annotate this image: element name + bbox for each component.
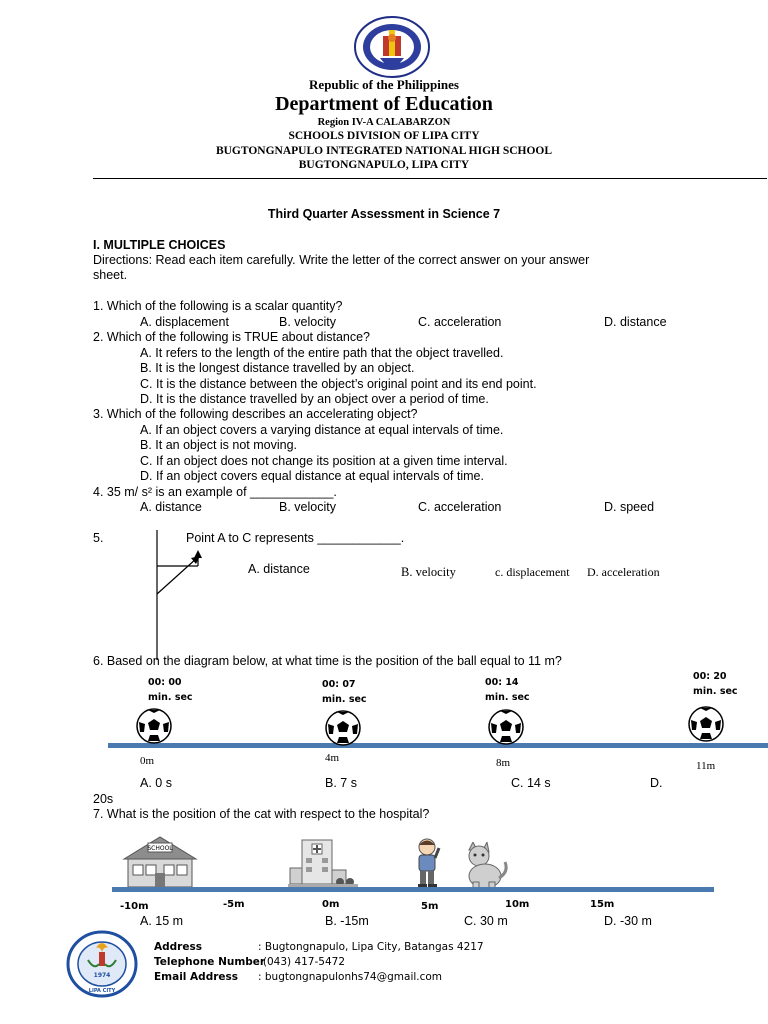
school-building-icon bbox=[120, 835, 200, 892]
q5-vector-diagram bbox=[150, 528, 210, 662]
q5-number: 5. bbox=[93, 531, 104, 545]
q6-option-d: D. bbox=[650, 776, 663, 790]
footer-address-label: Address bbox=[154, 941, 202, 953]
header-divider bbox=[93, 178, 767, 179]
directions-line-2: sheet. bbox=[93, 268, 128, 282]
q2-option-a: A. It refers to the length of the entire path that the object travelled. bbox=[140, 346, 504, 360]
q3-option-b: B. It an object is not moving. bbox=[140, 438, 298, 452]
q6-unit-3: min. sec bbox=[485, 692, 530, 703]
cat-icon bbox=[463, 842, 511, 890]
q2-option-d: D. It is the distance travelled by an object over a period of time. bbox=[140, 392, 489, 406]
q7-option-c: C. 30 m bbox=[464, 914, 508, 928]
q6-unit-4: min. sec bbox=[693, 686, 738, 697]
q6-time-4: 00: 20 bbox=[693, 671, 727, 682]
assessment-title: Third Quarter Assessment in Science 7 bbox=[267, 207, 501, 221]
q7-mark-1: -10m bbox=[120, 901, 149, 912]
q5-text: Point A to C represents ____________. bbox=[186, 531, 405, 545]
q6-position-3: 8m bbox=[496, 757, 511, 769]
q5-option-a: A. distance bbox=[248, 562, 310, 576]
q6-option-d-cont: 20s bbox=[93, 792, 114, 806]
q6-option-a: A. 0 s bbox=[140, 776, 172, 790]
q7-option-a: A. 15 m bbox=[140, 914, 184, 928]
q7-mark-6: 15m bbox=[590, 899, 615, 910]
q1-option-d: D. distance bbox=[604, 315, 667, 329]
q6-text: 6. Based on the diagram below, at what time is the position of the ball equal to 11 m? bbox=[93, 654, 562, 668]
location-line: BUGTONGNAPULO, LIPA CITY bbox=[298, 159, 470, 171]
q5-option-c: c. displacement bbox=[495, 565, 570, 579]
footer-email-label: Email Address bbox=[154, 971, 239, 983]
school-logo-city: LIPA CITY bbox=[88, 988, 116, 994]
footer-email-value[interactable]: : bugtongnapulonhs74@gmail.com bbox=[258, 971, 443, 983]
q1-option-a: A. displacement bbox=[140, 315, 229, 329]
q7-option-b: B. -15m bbox=[325, 914, 369, 928]
q5-option-d: D. acceleration bbox=[587, 565, 660, 579]
q3-text: 3. Which of the following describes an accelerating object? bbox=[93, 407, 418, 421]
q7-mark-2: -5m bbox=[223, 899, 245, 910]
q1-option-c: C. acceleration bbox=[418, 315, 502, 329]
q6-position-2: 4m bbox=[325, 752, 340, 764]
q6-time-1: 00: 00 bbox=[148, 677, 182, 688]
region-line: Region IV-A CALABARZON bbox=[317, 117, 451, 128]
q6-road bbox=[108, 743, 768, 748]
q1-option-b: B. velocity bbox=[279, 315, 336, 329]
q4-text: 4. 35 m/ s² is an example of ____________. bbox=[93, 485, 337, 499]
directions-line-1: Directions: Read each item carefully. Write the letter of the correct answer on your answer bbox=[93, 253, 590, 267]
soccer-ball-icon bbox=[688, 706, 724, 742]
q7-option-d: D. -30 m bbox=[604, 914, 652, 928]
q6-unit-2: min. sec bbox=[322, 694, 367, 705]
q6-position-4: 11m bbox=[696, 760, 716, 772]
q1-text: 1. Which of the following is a scalar quantity? bbox=[93, 299, 343, 313]
q4-option-b: B. velocity bbox=[279, 500, 336, 514]
q4-option-c: C. acceleration bbox=[418, 500, 502, 514]
q6-position-1: 0m bbox=[140, 755, 155, 767]
q4-option-a: A. distance bbox=[140, 500, 202, 514]
q3-option-a: A. If an object covers a varying distance at equal intervals of time. bbox=[140, 423, 504, 437]
school-logo bbox=[66, 930, 138, 998]
q7-road bbox=[112, 887, 714, 892]
q2-text: 2. Which of the following is TRUE about distance? bbox=[93, 330, 370, 344]
hospital-icon bbox=[288, 838, 358, 890]
q2-option-b: B. It is the longest distance travelled by an object. bbox=[140, 361, 415, 375]
footer-address-value: : Bugtongnapulo, Lipa City, Batangas 4217 bbox=[258, 941, 484, 953]
footer-phone-label: Telephone Number bbox=[154, 956, 266, 968]
deped-seal-logo bbox=[353, 16, 431, 78]
q6-unit-1: min. sec bbox=[148, 692, 193, 703]
q7-text: 7. What is the position of the cat with respect to the hospital? bbox=[93, 807, 430, 821]
school-line: BUGTONGNAPULO INTEGRATED NATIONAL HIGH SCHOOL bbox=[215, 145, 553, 157]
department-title: Department of Education bbox=[275, 93, 493, 115]
school-logo-year: 1974 bbox=[93, 972, 111, 979]
q2-option-c: C. It is the distance between the object’s original point and its end point. bbox=[140, 377, 537, 391]
republic-line: Republic of the Philippines bbox=[309, 77, 459, 92]
soccer-ball-icon bbox=[325, 710, 361, 746]
q5-option-b: B. velocity bbox=[401, 565, 456, 579]
boy-icon bbox=[413, 838, 441, 890]
soccer-ball-icon bbox=[488, 709, 524, 745]
q6-time-3: 00: 14 bbox=[485, 677, 519, 688]
q6-time-2: 00: 07 bbox=[322, 679, 356, 690]
q6-option-c: C. 14 s bbox=[511, 776, 551, 790]
soccer-ball-icon bbox=[136, 708, 172, 744]
q6-option-b: B. 7 s bbox=[325, 776, 357, 790]
q7-mark-3: 0m bbox=[322, 899, 340, 910]
school-sign-text: SCHOOL bbox=[147, 845, 173, 852]
footer-phone-value: : (043) 417-5472 bbox=[256, 956, 345, 968]
q7-mark-4: 5m bbox=[421, 901, 439, 912]
q7-mark-5: 10m bbox=[505, 899, 530, 910]
q4-option-d: D. speed bbox=[604, 500, 655, 514]
q3-option-d: D. If an object covers equal distance at equal intervals of time. bbox=[140, 469, 484, 483]
q3-option-c: C. If an object does not change its position at a given time interval. bbox=[140, 454, 508, 468]
division-line: SCHOOLS DIVISION OF LIPA CITY bbox=[288, 130, 480, 142]
section-heading: I. MULTIPLE CHOICES bbox=[93, 238, 226, 252]
